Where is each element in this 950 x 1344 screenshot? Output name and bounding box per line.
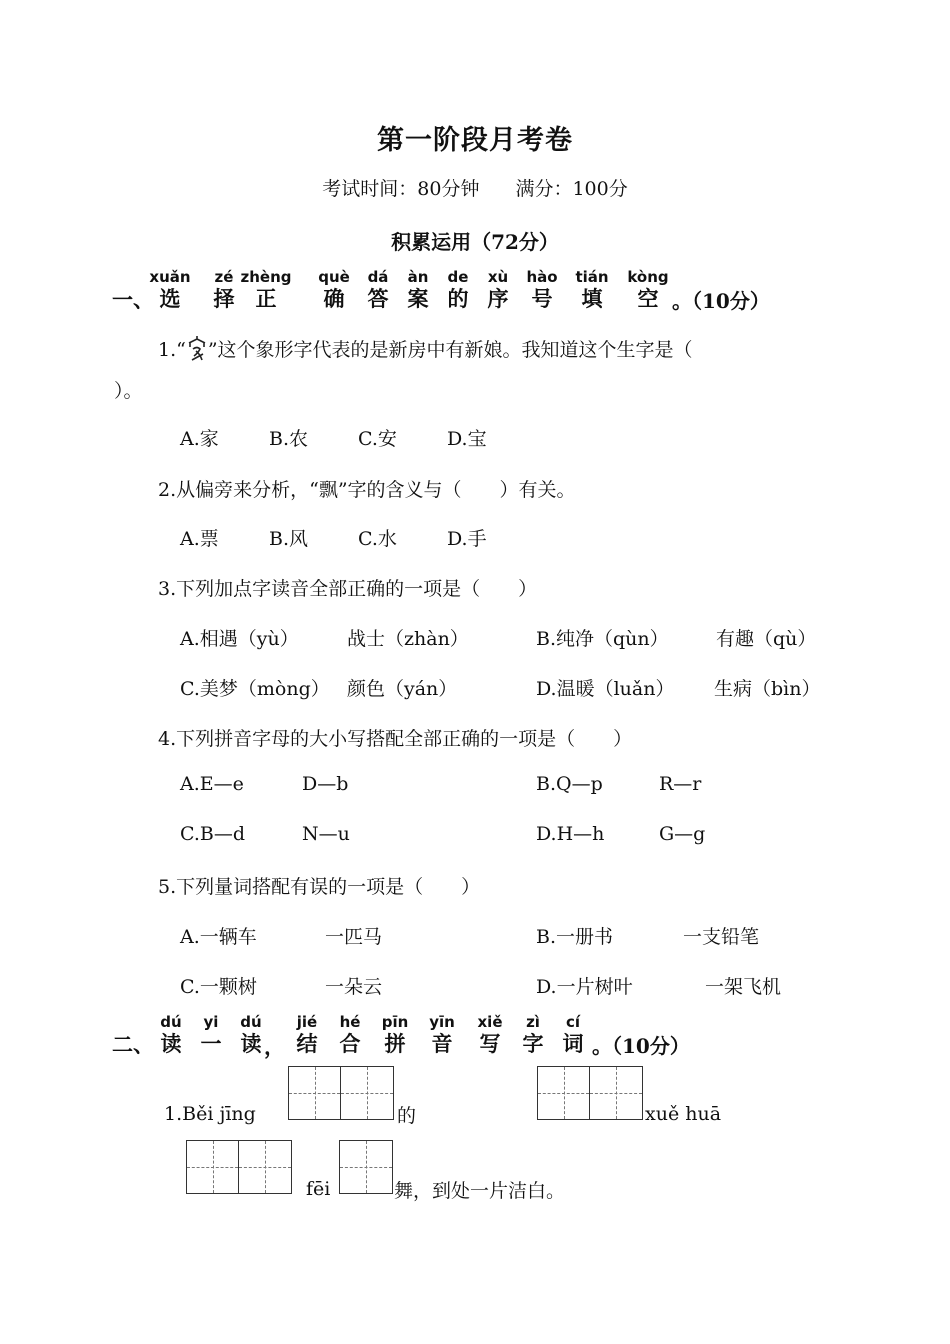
page-title: 第一阶段月考卷 [377,125,573,156]
ruby-char: xù 序 [487,268,509,311]
option: A.票 [180,528,219,550]
ruby-char: jié 结 [296,1013,318,1056]
pinyin-beijing: 1.Běi jīng [164,1103,256,1125]
option: D.一片树叶 [536,976,633,998]
ruby-char: yīn 音 [429,1013,455,1056]
question-3: 3.下列加点字读音全部正确的一项是（ ） [158,578,538,600]
ruby-char: cí 词 [562,1013,584,1056]
option: 颜色（yán） [347,678,458,700]
part1-score: 。（10分） [672,289,770,313]
option: A.家 [180,428,219,450]
pinyin-xuehua: xuě huā [645,1103,722,1125]
option: 有趣（qù） [716,628,817,650]
ruby-char: zé 择 [213,268,235,311]
option: D.H—h [536,823,605,845]
option: B.农 [269,428,309,450]
pinyin-fei: fēi [306,1178,331,1200]
text-de: 的 [397,1105,417,1127]
option: B.一册书 [536,926,614,948]
ruby-char: zhèng 正 [240,268,292,311]
ruby-char: yi 一 [200,1013,222,1056]
question-1: 1.“ ”这个象形字代表的是新房中有新娘。我知道这个生字是（ [158,334,693,364]
option: C.安 [358,428,397,450]
option: G—g [659,823,706,845]
option: D—b [302,773,349,795]
ruby-char: hào 号 [526,268,558,311]
question-5: 5.下列量词搭配有误的一项是（ ） [158,876,481,898]
option: C.水 [358,528,397,550]
option: B.Q—p [536,773,603,795]
option: B.风 [269,528,309,550]
exam-score: 满分：100分 [515,178,628,200]
option: 战士（zhàn） [347,628,469,650]
option: R—r [659,773,702,795]
option: 一支铅笔 [683,926,760,948]
ruby-char: àn 案 [407,268,429,311]
part2-score: 。（10分） [592,1034,690,1058]
ruby-char: xiě 写 [477,1013,503,1056]
answer-grid-beijing[interactable] [288,1066,394,1120]
ruby-char: tián 填 [575,268,609,311]
option: D.宝 [447,428,487,450]
option: 一架飞机 [705,976,782,998]
option: N—u [302,823,350,845]
option: A.一辆车 [180,926,257,948]
option: A.E—e [180,773,244,795]
ruby-char: zì 字 [522,1013,544,1056]
ruby-char: hé 合 [339,1013,361,1056]
text-line2-end: 舞，到处一片洁白。 [394,1180,566,1202]
option: D.温暖（luǎn） [536,678,675,700]
question-2: 2.从偏旁来分析，“飘”字的含义与（ ）有关。 [158,479,576,501]
option: 一朵云 [325,976,383,998]
ruby-char: dá 答 [367,268,389,311]
pictograph-icon [186,334,208,364]
option: C.一颗树 [180,976,257,998]
ruby-char: de 的 [447,268,469,311]
part2-comma: ， [264,1034,285,1059]
ruby-char: dú 读 [240,1013,262,1056]
answer-grid-xuehua[interactable] [537,1066,643,1120]
ruby-char: xuǎn 选 [149,268,191,311]
answer-grid-fei[interactable] [339,1140,393,1194]
option: 一匹马 [325,926,383,948]
option: 生病（bìn） [714,678,821,700]
option: D.手 [447,528,487,550]
option: A.相遇（yù） [180,628,299,650]
exam-info [0,174,950,201]
ruby-char: què 确 [318,268,350,311]
answer-grid-line2[interactable] [186,1140,292,1194]
ruby-char: kòng 空 [627,268,669,311]
question-1-cont: ）。 [114,380,143,402]
part2-number: 二、 [112,1032,154,1057]
question-4: 4.下列拼音字母的大小写搭配全部正确的一项是（ ） [158,728,633,750]
section-title: 积累运用（72分） [391,230,559,254]
exam-time: 考试时间：80分钟 [322,178,480,200]
option: B.纯净（qùn） [536,628,669,650]
ruby-char: dú 读 [160,1013,182,1056]
part1-number: 一、 [112,287,154,312]
option: C.B—d [180,823,246,845]
ruby-char: pīn 拼 [381,1013,409,1056]
option: C.美梦（mòng） [180,678,330,700]
